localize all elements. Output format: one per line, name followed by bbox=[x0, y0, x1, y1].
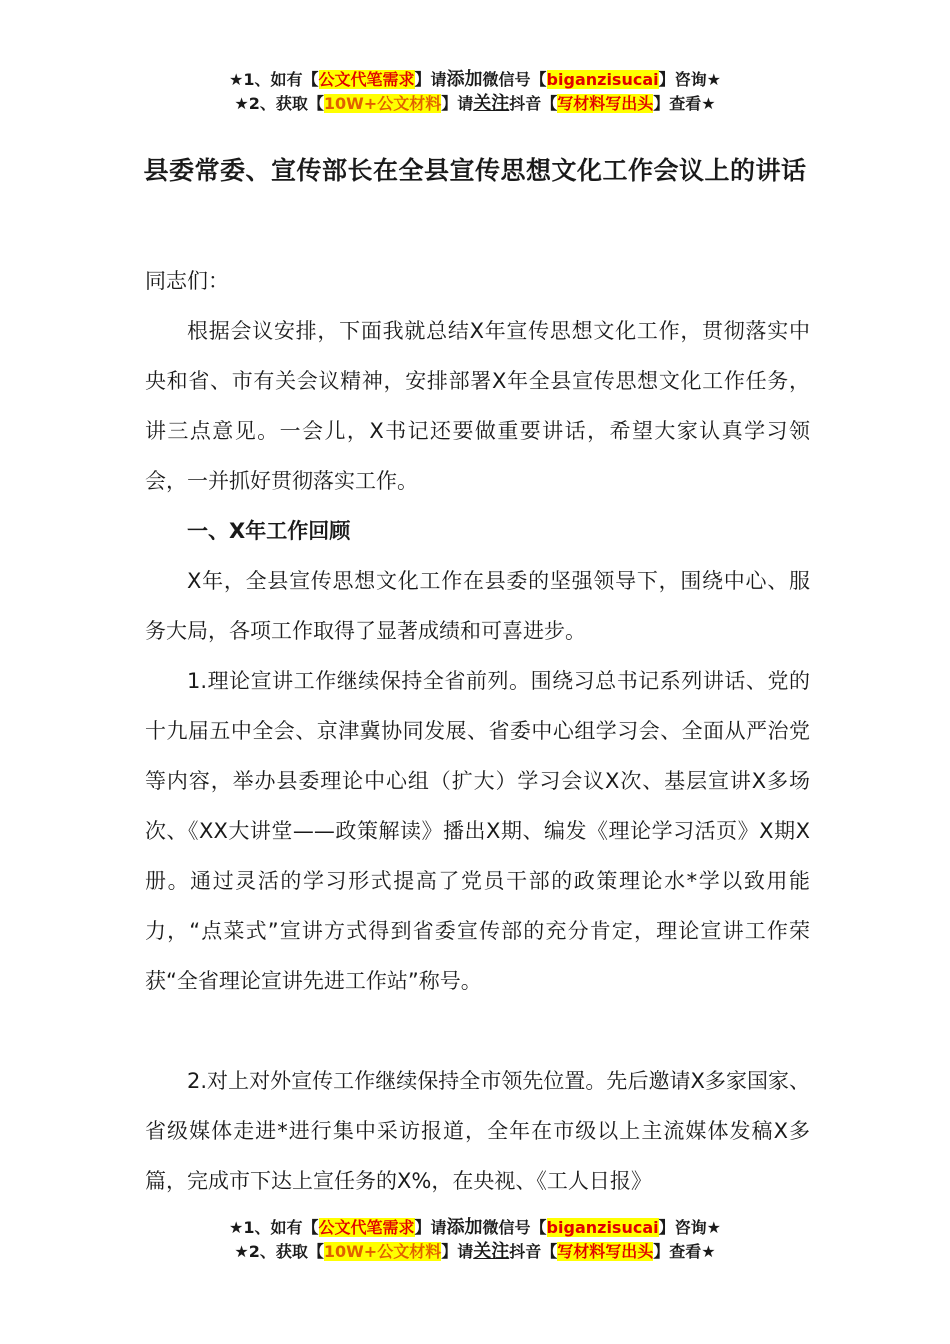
footer-banner bbox=[0, 1216, 950, 1264]
banner-highlight: 10W+公文材料 bbox=[323, 1242, 442, 1261]
banner-emphasis: 关注 bbox=[473, 93, 510, 114]
banner-highlight: 10W+公文材料 bbox=[323, 94, 442, 113]
banner-text: 】请 bbox=[414, 70, 447, 89]
banner-wechat-id: biganzisucai bbox=[546, 1218, 659, 1237]
document-body bbox=[145, 256, 810, 1206]
banner-text: 微信号【 bbox=[482, 1218, 547, 1237]
banner-line-1 bbox=[0, 68, 950, 92]
banner-line-2 bbox=[0, 92, 950, 116]
banner-wechat-id: biganzisucai bbox=[546, 70, 659, 89]
banner-text: 】咨询★ bbox=[658, 70, 721, 89]
banner-text: 】请 bbox=[441, 94, 474, 113]
banner-text: ★1、如有【 bbox=[229, 1218, 319, 1237]
paragraph-intro: 根据会议安排，下面我就总结X年宣传思想文化工作，贯彻落实中央和省、市有关会议精神，安排部署X年全县宣传思想文化工作任务，讲三点意见。一会儿，X书记还要做重要讲话，希望大家认真学习领会，一并抓好贯彻落实工作。 bbox=[145, 319, 810, 493]
banner-emphasis: 添加 bbox=[446, 69, 483, 90]
banner-text: 抖音【 bbox=[509, 94, 558, 113]
banner-text: ★2、获取【 bbox=[234, 94, 324, 113]
banner-text: 】请 bbox=[441, 1242, 474, 1261]
banner-douyin-id: 写材料写出头 bbox=[557, 1242, 654, 1261]
banner-line-2 bbox=[0, 1240, 950, 1264]
paragraph-theory: 1.理论宣讲工作继续保持全省前列。围绕习总书记系列讲话、党的十九届五中全会、京津冀协同发展、省委中心组学习会、全面从严治党等内容，举办县委理论中心组（扩大）学习会议X次、基层宣讲X多场次、《XX大讲堂——政策解读》播出X期、编发《理论学习活页》X期X册。通过灵活的学习形式提高了党员干部的政策理论水*学以致用能力，“点菜式”宣讲方式得到省委宣传部的充分肯定，理论宣讲工作荣获“全省理论宣讲先进工作站”称号。 bbox=[145, 669, 810, 993]
banner-text: 】请 bbox=[414, 1218, 447, 1237]
document-title: 县委常委、宣传部长在全县宣传思想文化工作会议上的讲话 bbox=[143, 156, 807, 185]
banner-text: ★2、获取【 bbox=[234, 1242, 324, 1261]
header-banner bbox=[0, 68, 950, 116]
banner-highlight: 公文代笔需求 bbox=[318, 1218, 415, 1237]
paragraph-review: X年，全县宣传思想文化工作在县委的坚强领导下，围绕中心、服务大局，各项工作取得了显著成绩和可喜进步。 bbox=[145, 569, 810, 643]
banner-emphasis: 关注 bbox=[473, 1241, 510, 1262]
banner-text: 】查看★ bbox=[653, 94, 716, 113]
salutation: 同志们： bbox=[145, 269, 229, 293]
banner-douyin-id: 写材料写出头 bbox=[557, 94, 654, 113]
banner-text: 】查看★ bbox=[653, 1242, 716, 1261]
section-heading: 一、X年工作回顾 bbox=[187, 519, 351, 543]
banner-text: ★1、如有【 bbox=[229, 70, 319, 89]
banner-line-1 bbox=[0, 1216, 950, 1240]
banner-text: 微信号【 bbox=[482, 70, 547, 89]
banner-text: 】咨询★ bbox=[658, 1218, 721, 1237]
paragraph-gap bbox=[145, 1006, 810, 1056]
paragraph-publicity: 2.对上对外宣传工作继续保持全市领先位置。先后邀请X多家国家、省级媒体走进*进行集中采访报道，全年在市级以上主流媒体发稿X多篇，完成市下达上宣任务的X%，在央视、《工人日报》 bbox=[145, 1069, 810, 1193]
banner-text: 抖音【 bbox=[509, 1242, 558, 1261]
banner-emphasis: 添加 bbox=[446, 1217, 483, 1238]
banner-highlight: 公文代笔需求 bbox=[318, 70, 415, 89]
